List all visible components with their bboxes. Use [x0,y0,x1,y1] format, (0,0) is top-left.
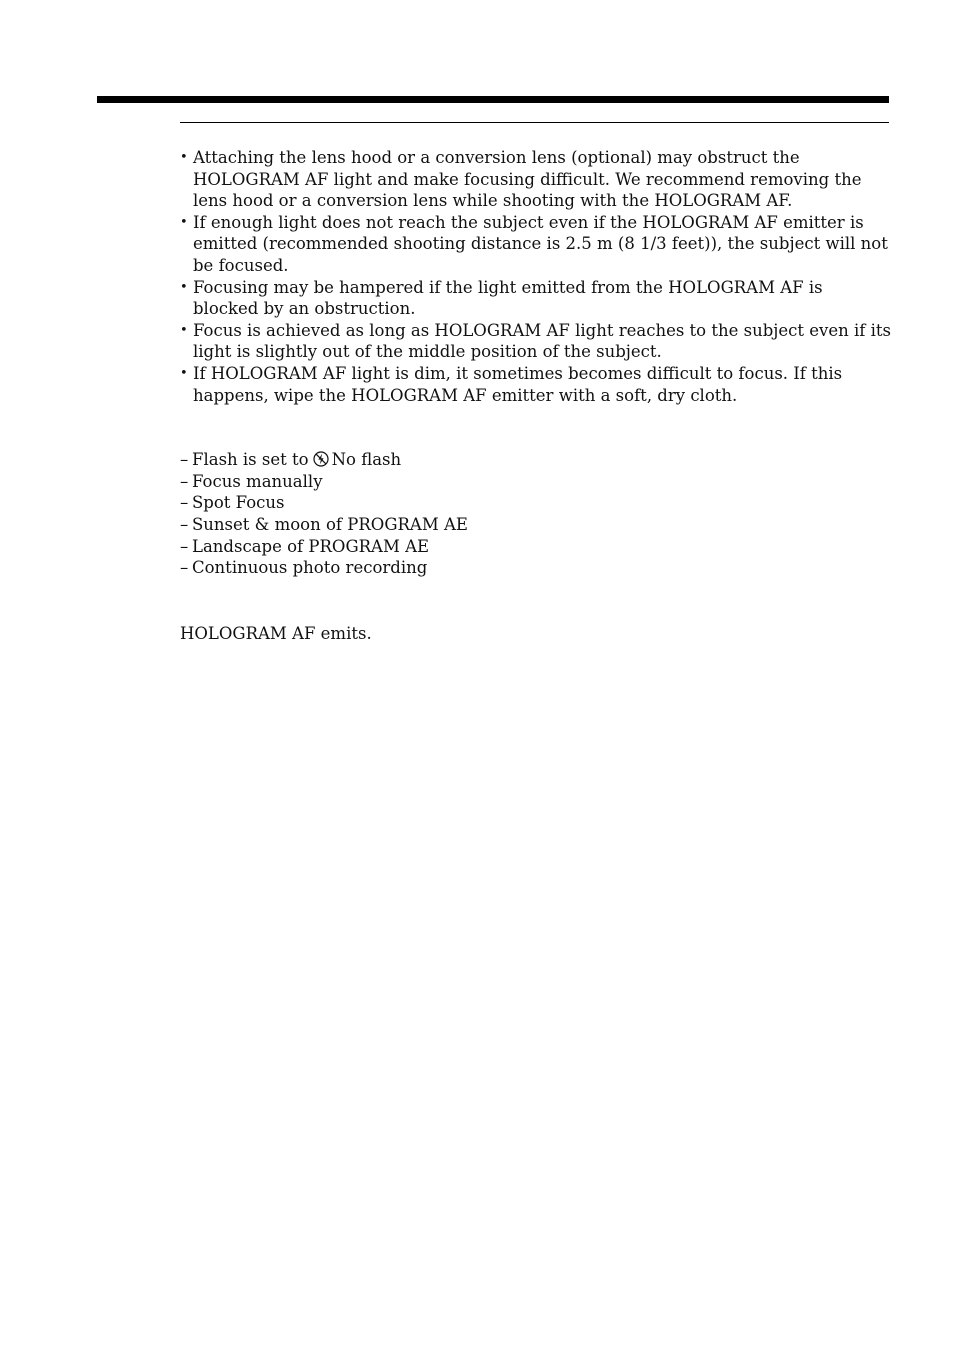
dash-icon: – [180,493,189,513]
bullet-icon: • [180,365,188,381]
condition-item: – Continuous photo recording [180,558,428,578]
dash-icon: – [180,450,189,470]
closing-text: HOLOGRAM AF emits. [180,623,372,643]
no-flash-icon [313,451,329,467]
note-item: • If HOLOGRAM AF light is dim, it sometimes becomes difficult to focus. If this happens, wipe the HOLOGRAM AF emitter with a soft, dry cloth. [180,363,843,405]
dash-icon: – [180,558,189,578]
header-rule-thick [97,96,889,103]
conditions-list [180,449,892,579]
bullet-icon: • [180,214,188,230]
note-item: • Attaching the lens hood or a conversion lens (optional) may obstruct the HOLOGRAM AF light and make focusing difficult. We recommend removing the lens hood or a conversion lens while shooting with the HOLOGRAM AF. [180,148,862,211]
page-content [180,147,892,661]
condition-item: – Focus manually [180,471,323,491]
condition-item: – Sunset & moon of PROGRAM AE [180,514,468,534]
note-item: • Focusing may be hampered if the light emitted from the HOLOGRAM AF is blocked by an obstruction. [180,277,823,319]
notes-list [180,147,892,406]
note-item: • If enough light does not reach the subject even if the HOLOGRAM AF emitter is emitted (recommended shooting distance is 2.5 m (8 1/3 feet)), the subject will not be focused. [180,212,888,275]
dash-icon: – [180,471,189,491]
bullet-icon: • [180,279,188,295]
dash-icon: – [180,514,189,534]
bullet-icon: • [180,150,188,165]
condition-item: – Spot Focus [180,493,285,513]
condition-item-flash: – Flash is set to No flash [180,450,402,470]
dash-icon: – [180,536,189,556]
header-rule-thin [180,122,889,123]
note-item: • Focus is achieved as long as HOLOGRAM AF light reaches to the subject even if its light is slightly out of the middle position of the subject. [180,320,892,362]
bullet-icon: • [180,322,188,338]
condition-item: – Landscape of PROGRAM AE [180,536,430,556]
